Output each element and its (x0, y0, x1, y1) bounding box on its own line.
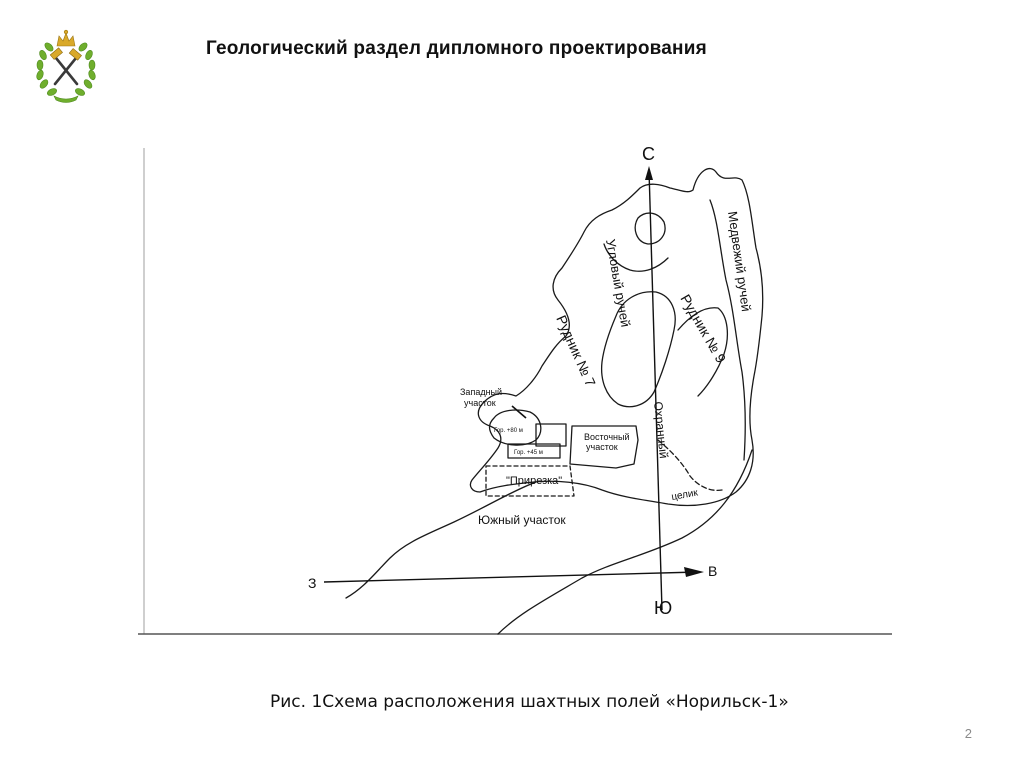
gor80-label: Гор. +80 м (494, 428, 523, 434)
emblem-graphic (30, 28, 102, 104)
yuzhny-label: Южный участок (478, 513, 566, 527)
rudnik7-label: Рудник № 7 (553, 312, 599, 389)
central-lake-outline (602, 292, 676, 407)
page-number: 2 (964, 726, 972, 741)
uglovoy-creek-label: Угловый ручей (603, 237, 634, 329)
zapadny-label-line2: участок (464, 398, 496, 408)
north-arrow-head (645, 166, 653, 180)
zapadny-label-line1: Западный (460, 387, 503, 397)
medvezhiy-creek-label: Медвежий ручей (725, 210, 754, 313)
latitude-axis (324, 572, 698, 582)
rudnik9-label: Рудник № 9 (677, 291, 730, 366)
map-drawing (138, 140, 894, 640)
vostochny-label-line2: участок (586, 442, 618, 452)
figure-caption: Рис. 1Схема расположения шахтных полей «Норильск-1» (270, 692, 789, 712)
meridian-axis (649, 170, 662, 610)
page-title: Геологический раздел дипломного проектирования (206, 38, 707, 59)
university-emblem-logo (30, 28, 102, 104)
west-label: З (308, 575, 317, 591)
south-label: Ю (654, 598, 673, 618)
tselik-label: целик (670, 487, 699, 503)
okhranny-label: Охранный (651, 400, 671, 460)
mine-fields-map (138, 140, 894, 640)
east-label: В (708, 563, 718, 579)
vostochny-label-line1: Восточный (584, 432, 630, 442)
zapadny-pointer (512, 406, 526, 418)
east-arrow-head (684, 567, 704, 577)
gor45-label: Гор. +45 м (514, 450, 543, 456)
prirezka-label: "Прирезка" (506, 475, 563, 487)
north-label: С (642, 144, 655, 164)
